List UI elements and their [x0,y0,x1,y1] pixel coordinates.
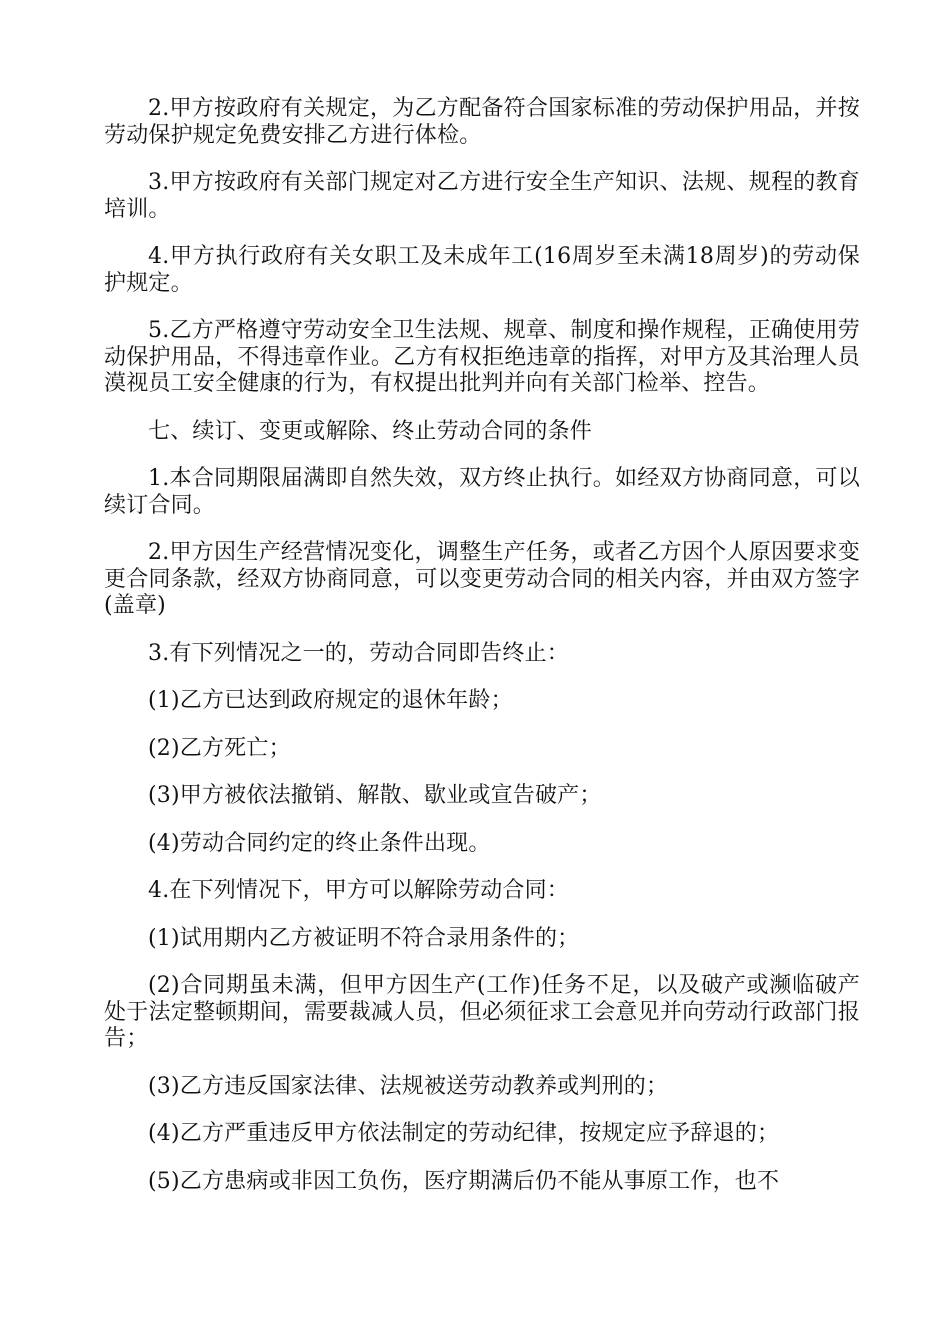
paragraph-dismissal-intro: 4.在下列情况下，甲方可以解除劳动合同： [148,878,569,903]
paragraph-contract-expiry: 1.本合同期限届满即自然失效，双方终止执行。如经双方协商同意，可以续订合同。 [104,466,860,518]
paragraph-safety-equipment: 2.甲方按政府有关规定，为乙方配备符合国家标准的劳动保护用品，并按劳动保护规定免费安排乙方进行体检。 [104,96,860,148]
list-item-death: (2)乙方死亡； [148,735,291,761]
list-item-retirement: (1)乙方已达到政府规定的退休年龄； [148,688,513,713]
paragraph-contract-change: 2.甲方因生产经营情况变化，调整生产任务，或者乙方因个人原因要求变更合同条款，经双方协商同意，可以变更劳动合同的相关内容，并由双方签字(盖章) [104,540,860,618]
list-item-bankruptcy: (3)甲方被依法撤销、解散、歇业或宣告破产； [148,783,602,808]
list-item-illness: (5)乙方患病或非因工负伤，医疗期满后仍不能从事原工作，也不 [148,1168,780,1194]
paragraph-termination-intro: 3.有下列情况之一的，劳动合同即告终止： [148,640,569,666]
list-item-probation: (1)试用期内乙方被证明不符合录用条件的； [148,925,580,951]
paragraph-female-minor-protection: 4.甲方执行政府有关女职工及未成年工(16周岁至未满18周岁)的劳动保护规定。 [104,244,860,296]
section-heading-contract-conditions: 七、续订、变更或解除、终止劳动合同的条件 [148,418,593,444]
list-item-discipline: (4)乙方严重违反甲方依法制定的劳动纪律，按规定应予辞退的； [148,1121,780,1146]
paragraph-employee-safety-duties: 5.乙方严格遵守劳动安全卫生法规、规章、制度和操作规程，正确使用劳动保护用品，不得违章作业。乙方有权拒绝违章的指挥，对甲方及其治理人员漠视员工安全健康的行为，有权提出批判并向有关部门检举、控告。 [104,318,860,396]
list-item-termination-condition: (4)劳动合同约定的终止条件出现。 [148,830,491,856]
list-item-criminal: (3)乙方违反国家法律、法规被送劳动教养或判刑的； [148,1073,669,1099]
list-item-layoff: (2)合同期虽未满，但甲方因生产(工作)任务不足，以及破产或濒临破产处于法定整顿期间，需要裁减人员，但必须征求工会意见并向劳动行政部门报告； [104,973,860,1051]
paragraph-safety-training: 3.甲方按政府有关部门规定对乙方进行安全生产知识、法规、规程的教育培训。 [104,170,860,222]
document-page [104,96,860,1216]
